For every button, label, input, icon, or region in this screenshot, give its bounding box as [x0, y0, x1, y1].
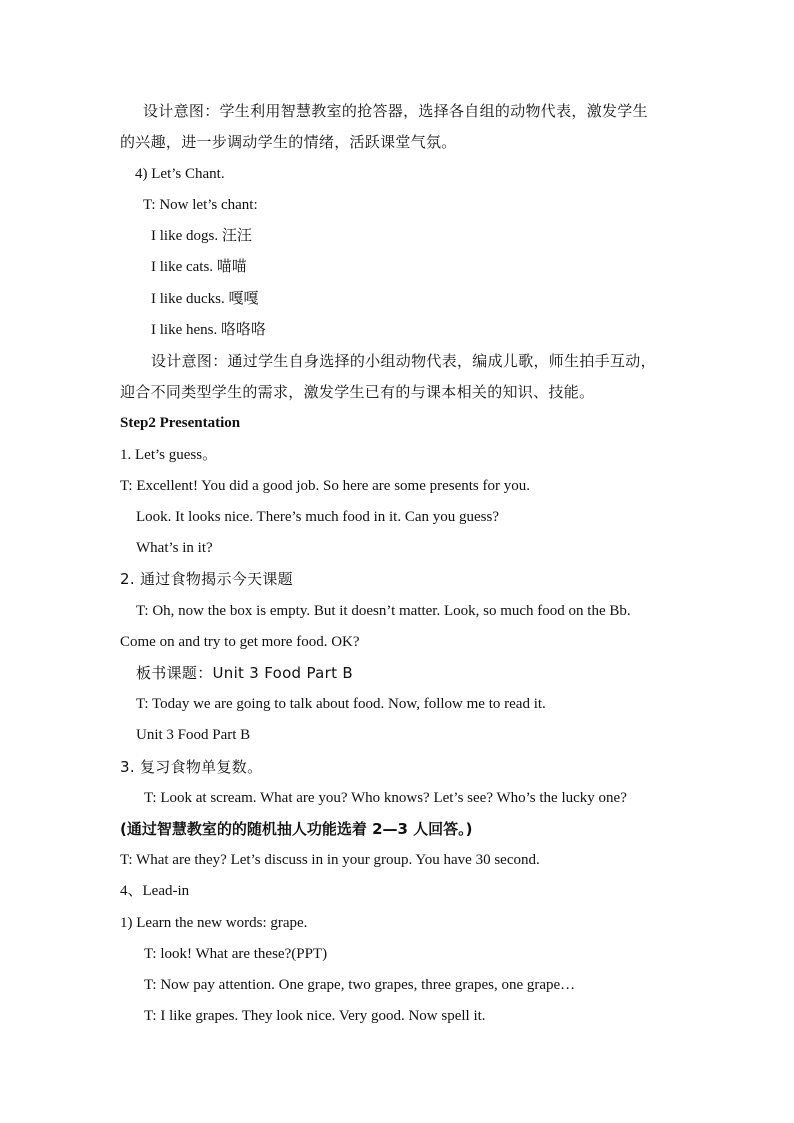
teacher-line-come-on: Come on and try to get more food. OK? — [120, 634, 360, 650]
teacher-line-spell-it: T: I like grapes. They look nice. Very good. Now spell it. — [144, 1008, 486, 1024]
chant-line-ducks: I like ducks. 嘎嘎 — [151, 291, 259, 307]
teacher-line-whats-in-it: What’s in it? — [136, 540, 213, 556]
teacher-line-look: Look. It looks nice. There’s much food in it. Can you guess? — [136, 509, 499, 525]
design-intent-line-2: 的兴趣，进一步调动学生的情绪，活跃课堂气氛。 — [120, 133, 457, 151]
item-review-plurals: 3. 复习食物单复数。 — [120, 758, 263, 776]
design-intent-line-3: 设计意图：通过学生自身选择的小组动物代表，编成儿歌，师生拍手互动， — [151, 352, 656, 370]
teacher-line-empty-box: T: Oh, now the box is empty. But it doesn’t matter. Look, so much food on the Bb. — [136, 603, 631, 619]
item-reveal-topic: 2. 通过食物揭示今天课题 — [120, 570, 293, 588]
teacher-line-scream: T: Look at scream. What are you? Who knows? Let’s see? Who’s the lucky one? — [144, 790, 627, 806]
chant-line-hens: I like hens. 咯咯咯 — [151, 322, 266, 338]
chant-intro: T: Now let’s chant: — [143, 197, 258, 213]
design-intent-line-4: 迎合不同类型学生的需求，激发学生已有的与课本相关的知识、技能。 — [120, 383, 595, 401]
section-heading-step2: Step2 Presentation — [120, 415, 241, 431]
unit-title-line: Unit 3 Food Part B — [136, 727, 251, 743]
blackboard-title-line: 板书课题：Unit 3 Food Part B — [136, 664, 353, 682]
teacher-line-discuss: T: What are they? Let’s discuss in in your group. You have 30 second. — [120, 852, 540, 868]
teacher-line-excellent: T: Excellent! You did a good job. So here are some presents for you. — [120, 478, 531, 494]
teacher-line-attention: T: Now pay attention. One grape, two grapes, three grapes, one grape… — [144, 977, 576, 993]
design-intent-line-1: 设计意图：学生利用智慧教室的抢答器，选择各自组的动物代表，激发学生 — [143, 102, 648, 120]
item-lets-guess: 1. Let’s guess。 — [120, 447, 218, 463]
teacher-line-today: T: Today we are going to talk about food. Now, follow me to read it. — [136, 696, 546, 712]
chant-line-dogs: I like dogs. 汪汪 — [151, 228, 252, 244]
chant-heading: 4) Let’s Chant. — [135, 166, 225, 182]
item-lead-in: 4、Lead-in — [120, 883, 190, 899]
learn-new-words-line: 1) Learn the new words: grape. — [120, 915, 308, 931]
chant-line-cats: I like cats. 喵喵 — [151, 259, 247, 275]
random-pick-note: (通过智慧教室的的随机抽人功能选着 2—3 人回答。) — [120, 820, 473, 838]
teacher-line-look-these: T: look! What are these?(PPT) — [144, 946, 328, 962]
